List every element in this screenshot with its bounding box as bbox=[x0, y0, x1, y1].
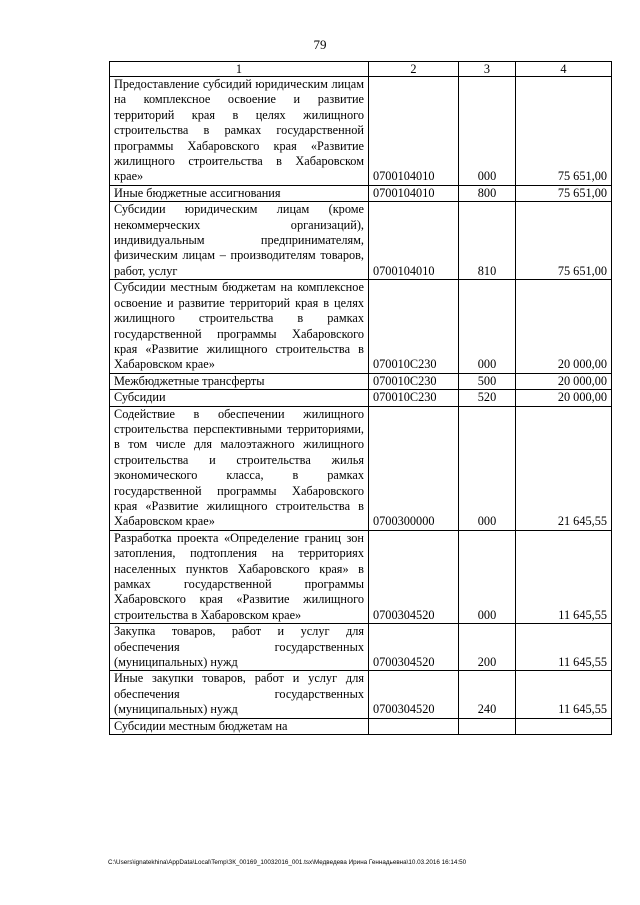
row-code: 070010С230 bbox=[369, 390, 459, 406]
row-name: Содействие в обеспечении жилищного строительства перспективными территориями, в том числе для малоэтажного жилищного строительства и строительства жилья экономического класса, в рамках государственной программы Хабаровского края «Развитие жилищного строительства в Хабаровском крае» bbox=[110, 406, 369, 530]
table-row bbox=[110, 185, 612, 201]
row-code: 0700104010 bbox=[369, 185, 459, 201]
row-vr: 000 bbox=[459, 406, 516, 530]
row-sum: 11 645,55 bbox=[516, 530, 612, 623]
page-number: 79 bbox=[313, 37, 327, 52]
row-code: 0700304520 bbox=[369, 671, 459, 718]
row-code: 0700304520 bbox=[369, 624, 459, 671]
row-vr: 000 bbox=[459, 530, 516, 623]
table-row bbox=[110, 671, 612, 718]
row-name: Субсидии юридическим лицам (кроме некоммерческих организаций), индивидуальным предпринимателям, физическим лицам – производителям товаров, работ, услуг bbox=[110, 202, 369, 280]
table-row bbox=[110, 718, 612, 734]
row-name: Субсидии bbox=[110, 390, 369, 406]
header-col-4: 4 bbox=[516, 62, 612, 77]
row-sum: 11 645,55 bbox=[516, 624, 612, 671]
table-row bbox=[110, 624, 612, 671]
row-sum: 21 645,55 bbox=[516, 406, 612, 530]
table-row bbox=[110, 373, 612, 389]
row-vr bbox=[459, 718, 516, 734]
row-vr: 800 bbox=[459, 185, 516, 201]
row-name: Закупка товаров, работ и услуг для обеспечения государственных (муниципальных) нужд bbox=[110, 624, 369, 671]
row-name: Субсидии местным бюджетам на bbox=[110, 718, 369, 734]
table-row bbox=[110, 390, 612, 406]
row-vr: 000 bbox=[459, 77, 516, 186]
table-row bbox=[110, 406, 612, 530]
row-name: Иные закупки товаров, работ и услуг для обеспечения государственных (муниципальных) нужд bbox=[110, 671, 369, 718]
footer-file-path: C:\Users\ignatekhina\AppData\Local\Temp\ЗК_00169_10032016_001.tsx\Медведева Ирина Геннадьевна\10.03.2016 16:14:50 bbox=[108, 859, 467, 866]
table-row bbox=[110, 202, 612, 280]
row-code: 070010С230 bbox=[369, 280, 459, 373]
row-vr: 520 bbox=[459, 390, 516, 406]
table-row bbox=[110, 77, 612, 186]
header-col-2: 2 bbox=[369, 62, 459, 77]
row-name: Субсидии местным бюджетам на комплексное освоение и развитие территорий края в целях жилищного строительства в рамках государственной программы Хабаровского края «Развитие жилищного строительства в Хабаровском крае» bbox=[110, 280, 369, 373]
row-code: 0700300000 bbox=[369, 406, 459, 530]
row-code: 070010С230 bbox=[369, 373, 459, 389]
row-name: Предоставление субсидий юридическим лицам на комплексное освоение и развитие территорий края в целях жилищного строительства в рамках государственной программы Хабаровского края «Развитие жилищного строительства в Хабаровском крае» bbox=[110, 77, 369, 186]
row-name: Межбюджетные трансферты bbox=[110, 373, 369, 389]
row-vr: 500 bbox=[459, 373, 516, 389]
row-sum: 75 651,00 bbox=[516, 77, 612, 186]
row-sum: 75 651,00 bbox=[516, 202, 612, 280]
row-code: 0700304520 bbox=[369, 530, 459, 623]
row-sum: 20 000,00 bbox=[516, 390, 612, 406]
row-sum: 11 645,55 bbox=[516, 671, 612, 718]
row-name: Разработка проекта «Определение границ зон затопления, подтопления на территориях населенных пунктов Хабаровского края» в рамках государственной программы Хабаровского края «Развитие жилищного строительства в Хабаровском крае» bbox=[110, 530, 369, 623]
row-name: Иные бюджетные ассигнования bbox=[110, 185, 369, 201]
table-row bbox=[110, 280, 612, 373]
row-code: 0700104010 bbox=[369, 202, 459, 280]
row-vr: 000 bbox=[459, 280, 516, 373]
row-code bbox=[369, 718, 459, 734]
row-vr: 240 bbox=[459, 671, 516, 718]
row-vr: 200 bbox=[459, 624, 516, 671]
budget-table bbox=[109, 61, 612, 735]
row-vr: 810 bbox=[459, 202, 516, 280]
row-sum: 75 651,00 bbox=[516, 185, 612, 201]
row-sum: 20 000,00 bbox=[516, 280, 612, 373]
header-col-1: 1 bbox=[110, 62, 369, 77]
table-row bbox=[110, 530, 612, 623]
header-row bbox=[110, 62, 612, 77]
row-code: 0700104010 bbox=[369, 77, 459, 186]
header-col-3: 3 bbox=[459, 62, 516, 77]
row-sum bbox=[516, 718, 612, 734]
row-sum: 20 000,00 bbox=[516, 373, 612, 389]
